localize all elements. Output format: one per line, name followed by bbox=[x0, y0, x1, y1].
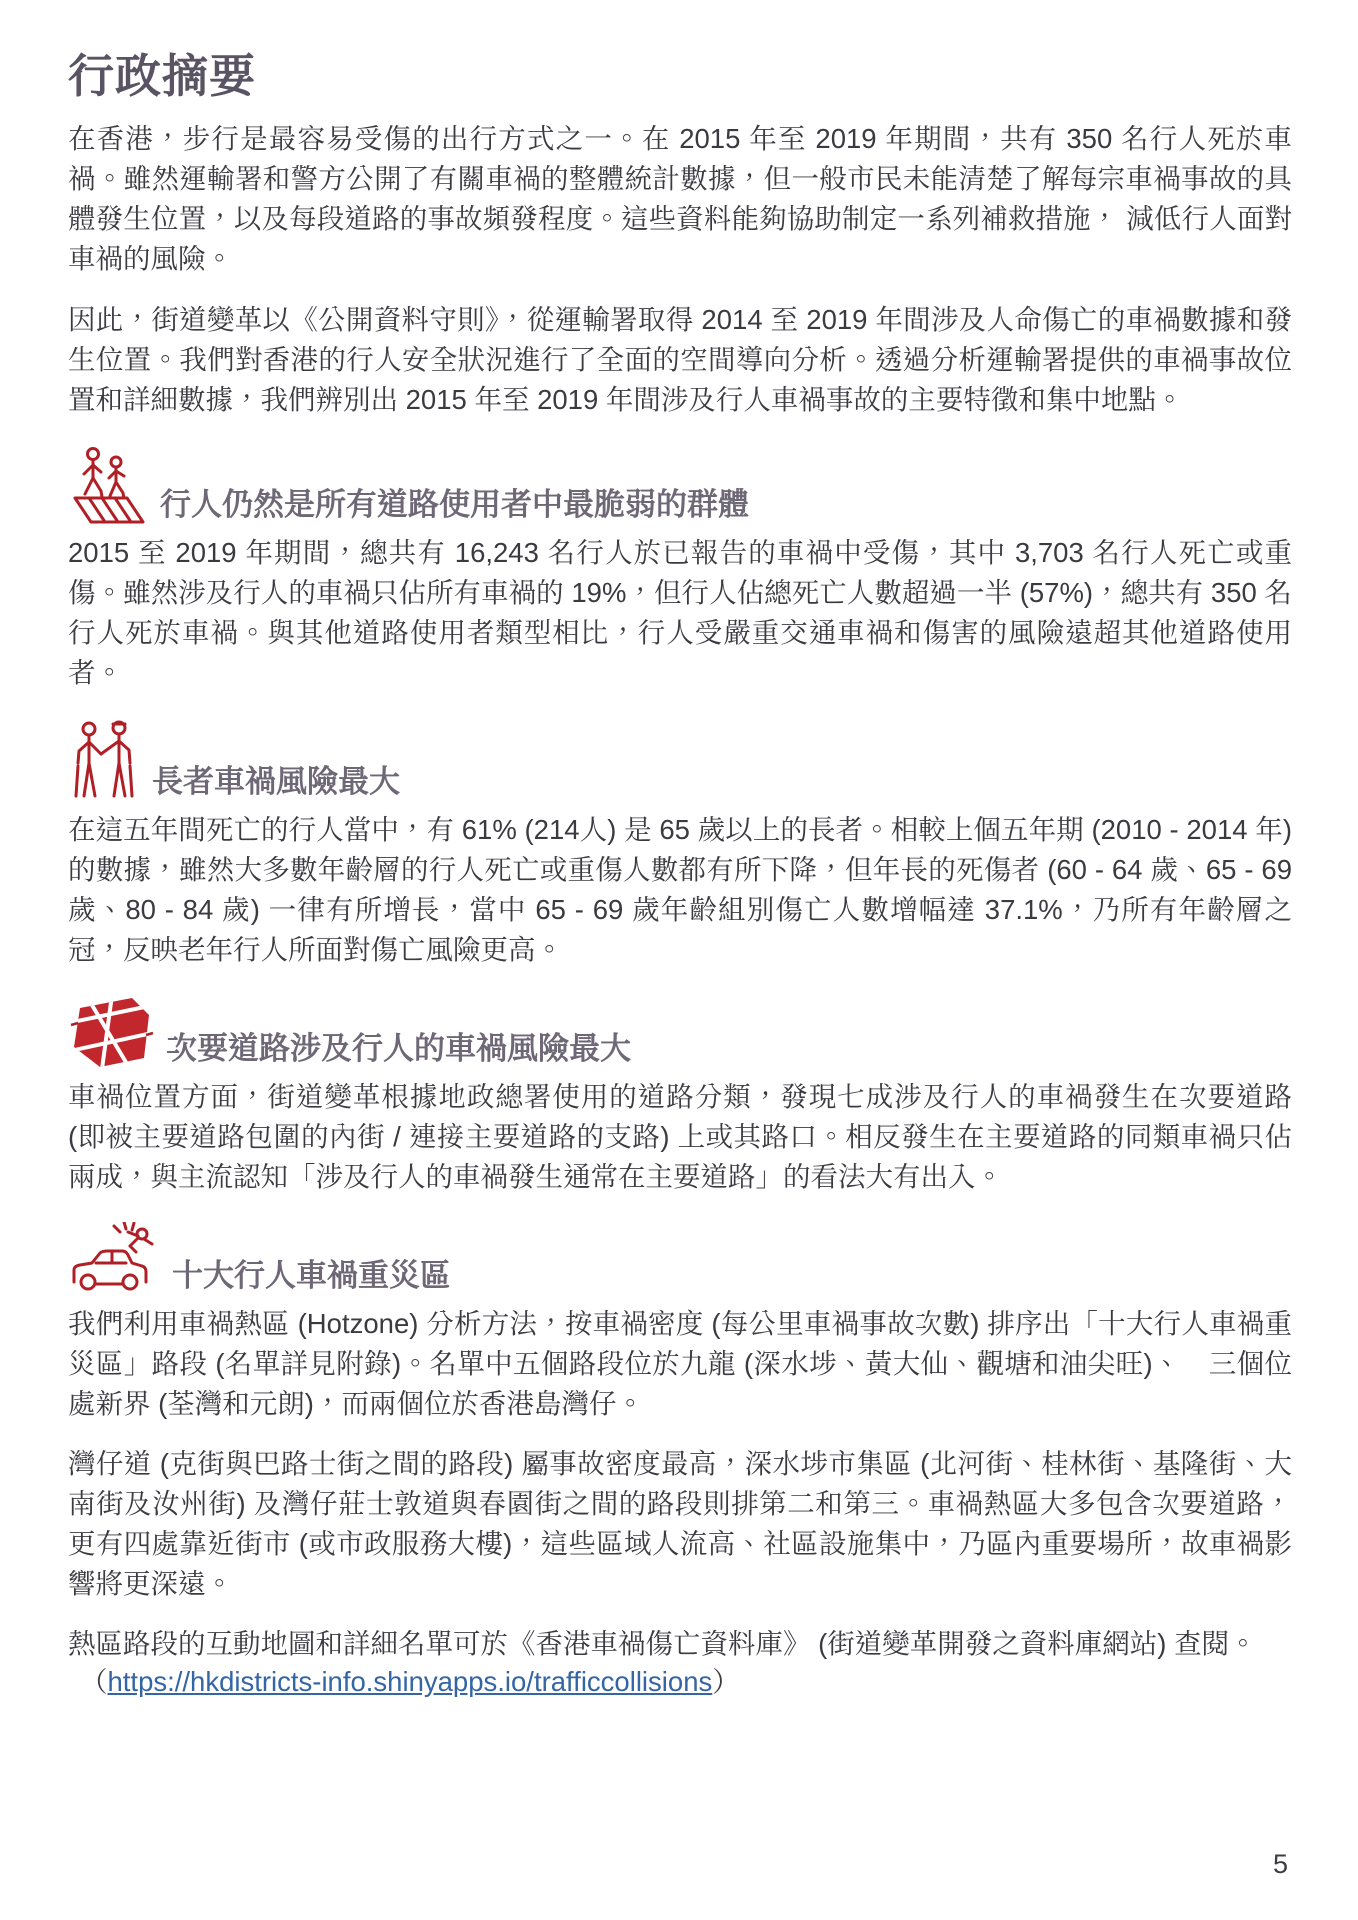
section-pedestrians-most-vulnerable bbox=[68, 445, 1292, 693]
intro-paragraph-1: 在香港，步行是最容易受傷的出行方式之一。在 2015 年至 2019 年期間，共有 350 名行人死於車禍。雖然運輸署和警方公開了有關車禍的整體統計數據，但一般市民未能清楚了解每宗車禍事故的具體發生位置，以及每段道路的事故頻發程度。這些資料能夠協助制定一系列補救措施， 減低行人面對車禍的風險。 bbox=[68, 122, 1292, 274]
car-crash-icon bbox=[68, 1222, 160, 1296]
database-link[interactable]: https://hkdistricts-info.shinyapps.io/trafficcollisions bbox=[107, 1665, 713, 1697]
section-header bbox=[68, 1222, 1292, 1296]
database-link-line bbox=[68, 1662, 1292, 1702]
intro-paragraph-2: 因此，街道變革以《公開資料守則》，從運輸署取得 2014 至 2019 年間涉及人命傷亡的車禍數據和發生位置。我們對香港的行人安全狀況進行了全面的空間導向分析。透過分析運輸署提供的車禍事故位置和詳細數據，我們辨別出 2015 年至 2019 年間涉及行人車禍事故的主要特徵和集中地點。 bbox=[68, 303, 1292, 415]
page-title: 行政摘要 bbox=[68, 50, 256, 102]
section-heading: 長者車禍風險最大 bbox=[152, 763, 400, 799]
section-secondary-roads-risk bbox=[68, 995, 1292, 1197]
elderly-couple-icon bbox=[68, 718, 140, 802]
section-paragraph: 車禍位置方面，街道變革根據地政總署使用的道路分類，發現七成涉及行人的車禍發生在次要道路 (即被主要道路包圍的內街 / 連接主要道路的支路) 上或其路口。相反發生在主要道路的同類車禍只佔兩成，與主流認知「涉及行人的車禍發生通常在主要道路」的看法大有出入。 bbox=[68, 1080, 1292, 1192]
section-paragraph: 灣仔道 (克街與巴路士街之間的路段) 屬事故密度最高，深水埗市集區 (北河街、桂林街、基隆街、大南街及汝州街) 及灣仔莊士敦道與春園街之間的路段則排第二和第三。車禍熱區大多包含次要道路，更有四處靠近街市 (或市政服務大樓)，這些區域人流高、社區設施集中，乃區內重要場所，故車禍影響將更深遠。 bbox=[68, 1447, 1292, 1599]
section-paragraph: 2015 至 2019 年期間，總共有 16,243 名行人於已報告的車禍中受傷，其中 3,703 名行人死亡或重傷。雖然涉及行人的車禍只佔所有車禍的 19%，但行人佔總死亡人數超過一半 (57%)，總共有 350 名行人死於車禍。與其他道路使用者類型相比，行人受嚴重交通車禍和傷害的風險遠超其他道路使用者。 bbox=[68, 536, 1292, 688]
page-number: 5 bbox=[1272, 1849, 1288, 1879]
section-header bbox=[68, 445, 1292, 525]
section-header bbox=[68, 995, 1292, 1069]
link-open-paren: （ bbox=[80, 1665, 108, 1697]
district-map-icon bbox=[68, 995, 154, 1069]
section-elderly-highest-risk bbox=[68, 718, 1292, 970]
section-heading: 十大行人車禍重災區 bbox=[172, 1257, 451, 1293]
section-top-ten-hotzones bbox=[68, 1222, 1292, 1702]
link-close-paren: ） bbox=[712, 1665, 740, 1697]
section-paragraph: 我們利用車禍熱區 (Hotzone) 分析方法，按車禍密度 (每公里車禍事故次數) 排序出「十大行人車禍重災區」路段 (名單詳見附錄)。名單中五個路段位於九龍 (深水埗、黃大仙、觀塘和油尖旺)、 三個位處新界 (荃灣和元朗)，而兩個位於香港島灣仔。 bbox=[68, 1307, 1292, 1419]
section-heading: 行人仍然是所有道路使用者中最脆弱的群體 bbox=[160, 486, 749, 522]
section-paragraph: 在這五年間死亡的行人當中，有 61% (214人) 是 65 歲以上的長者。相較上個五年期 (2010 - 2014 年) 的數據，雖然大多數年齡層的行人死亡或重傷人數都有所下降，但年長的死傷者 (60 - 64 歲、65 - 69 歲、80 - 84 歲) 一律有所增長，當中 65 - 69 歲年齡組別傷亡人數增幅達 37.1%，乃所有年齡層之冠，反映老年行人所面對傷亡風險更高。 bbox=[68, 813, 1292, 965]
section-heading: 次要道路涉及行人的車禍風險最大 bbox=[166, 1030, 631, 1066]
section-paragraph: 熱區路段的互動地圖和詳細名單可於《香港車禍傷亡資料庫》 (街道變革開發之資料庫網站) 查閱。 bbox=[68, 1627, 1257, 1659]
section-header bbox=[68, 718, 1292, 802]
pedestrian-crossing-icon bbox=[68, 445, 148, 525]
